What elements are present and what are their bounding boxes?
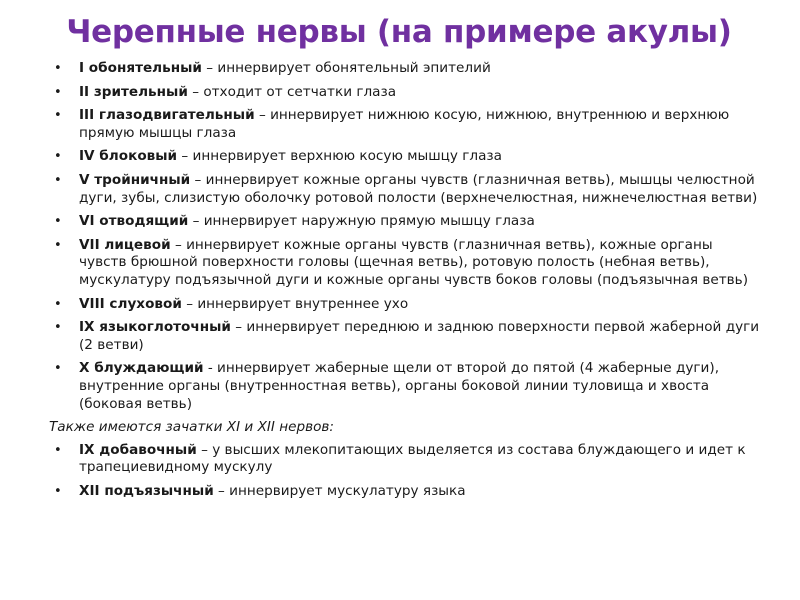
bullet-icon: •: [54, 237, 62, 253]
nerve-name: II зрительный: [79, 83, 188, 100]
nerve-description: – иннервирует кожные органы чувств (глазничная ветвь), мышцы челюстной дуги, зубы, слизистую оболочку ротовой полости (верхнечелюстная, нижнечелюстная ветви): [79, 171, 758, 206]
bullet-icon: •: [54, 61, 62, 76]
note-text: Также имеются зачатки XI и XII нервов:: [49, 419, 335, 436]
list-item: [52, 442, 762, 477]
bullet-icon: •: [54, 361, 62, 377]
bullet-icon: •: [54, 483, 62, 499]
list-item: [52, 60, 762, 78]
nerve-description: – иннервирует наружную прямую мышцу глаза: [188, 213, 535, 230]
nerve-description: - иннервирует жаберные щели от второй до пятой (4 жаберные дуги), внутренние органы (внутренностная ветвь), органы боковой линии туловища и хвоста (боковая ветвь): [79, 360, 720, 412]
nerve-description: – иннервирует внутреннее ухо: [181, 295, 409, 312]
nerve-description: – отходит от сетчатки глаза: [187, 83, 397, 100]
nerve-name: VIII слуховой: [79, 295, 182, 312]
list-item: [52, 84, 762, 102]
nerve-description: – у высших млекопитающих выделяется из состава блуждающего и идет к трапециевидному мускулу: [79, 441, 746, 476]
nerve-name: I обонятельный: [79, 60, 202, 76]
list-item: [52, 213, 762, 231]
nerve-name: III глазодвигательный: [79, 107, 255, 124]
list-item: [52, 296, 762, 314]
nerve-description: – иннервирует мускулатуру языка: [213, 482, 466, 499]
bullet-icon: •: [54, 214, 62, 230]
extra-nerve-list: [52, 442, 762, 501]
bullet-icon: •: [54, 84, 62, 100]
page-title: Черепные нервы (на примере акулы): [66, 14, 732, 50]
nerve-description: – иннервирует верхнюю косую мышцу глаза: [177, 148, 502, 165]
bullet-icon: •: [54, 149, 62, 165]
nerve-list: [52, 60, 762, 413]
list-item: [52, 148, 762, 166]
nerve-name: XII подъязычный: [79, 482, 214, 499]
nerve-name: V тройничный: [79, 171, 191, 188]
list-item: [52, 107, 762, 142]
nerve-name: IX языкоглоточный: [79, 319, 231, 336]
nerve-description: – иннервирует переднюю и заднюю поверхности первой жаберной дуги (2 ветви): [79, 319, 760, 353]
list-item: [52, 237, 762, 290]
bullet-icon: •: [54, 172, 62, 188]
nerve-description: – иннервирует нижнюю косую, нижнюю, внутреннюю и верхнюю прямую мышцы глаза: [79, 107, 730, 141]
bullet-icon: •: [54, 108, 62, 124]
list-item: [52, 483, 762, 501]
nerve-description: – иннервирует обонятельный эпителий: [201, 60, 491, 76]
nerve-name: IV блоковый: [79, 148, 178, 165]
nerve-description: – иннервирует кожные органы чувств (глазничная ветвь), кожные органы чувств брюшной поверхности головы (щечная ветвь), ротовую полость (небная ветвь), мускулатуру подъязычной дуги и кожные органы чувств боков головы (подъязычная ветвь): [79, 236, 749, 288]
list-item: [52, 172, 762, 207]
nerve-name: X блуждающий: [79, 360, 204, 377]
nerve-name: VII лицевой: [79, 236, 171, 253]
list-item: [52, 319, 762, 354]
list-item: [52, 360, 762, 413]
bullet-icon: •: [54, 320, 62, 336]
nerve-name: IX добавочный: [79, 441, 197, 458]
bullet-icon: •: [54, 442, 62, 458]
bullet-icon: •: [54, 296, 62, 312]
nerve-name: VI отводящий: [79, 213, 189, 230]
